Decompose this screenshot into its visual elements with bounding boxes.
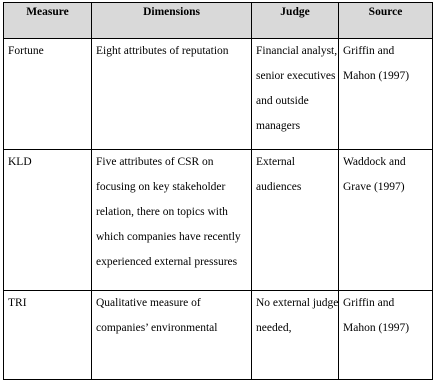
- cell-line: focusing on key stakeholder: [96, 181, 226, 193]
- cell-measure: [4, 291, 92, 380]
- header-judge: Judge: [252, 3, 339, 39]
- table-row: [4, 39, 433, 150]
- table-row: [4, 150, 433, 291]
- header-row: [4, 3, 433, 39]
- cell-dimensions: [92, 39, 252, 150]
- cell-line: Mahon (1997): [343, 322, 410, 334]
- cell-line: Five attributes of CSR on: [96, 156, 214, 168]
- cell-line: needed,: [256, 322, 292, 334]
- cell-line: relation, there on topics with: [96, 206, 228, 218]
- table-row: [4, 291, 433, 380]
- cell-line: and outside: [256, 95, 309, 107]
- cell-line: Griffin and: [343, 45, 395, 57]
- cell-line: Mahon (1997): [343, 70, 410, 82]
- measures-table: [3, 2, 433, 380]
- cell-source: [339, 39, 433, 150]
- cell-line: managers: [256, 120, 301, 132]
- cell-line: No external judge: [256, 297, 339, 309]
- cell-line: Grave (1997): [343, 181, 405, 193]
- cell-line: Eight attributes of reputation: [96, 45, 229, 57]
- cell-measure: [4, 150, 92, 291]
- cell-line: Fortune: [8, 45, 44, 57]
- cell-line: External: [256, 156, 295, 168]
- cell-line: Griffin and: [343, 297, 395, 309]
- cell-line: Qualitative measure of: [96, 297, 201, 309]
- cell-line: experienced external pressures: [96, 256, 238, 268]
- header-dimensions: Dimensions: [92, 3, 252, 39]
- cell-line: audiences: [256, 181, 302, 193]
- cell-line: Waddock and: [343, 156, 406, 168]
- cell-line: companies’ environmental: [96, 322, 218, 334]
- cell-source: [339, 150, 433, 291]
- cell-source: [339, 291, 433, 380]
- cell-line: KLD: [8, 156, 32, 168]
- cell-judge: [252, 291, 339, 380]
- cell-line: senior executives: [256, 70, 336, 82]
- header-source: Source: [339, 3, 433, 39]
- cell-judge: [252, 150, 339, 291]
- cell-measure: [4, 39, 92, 150]
- header-measure: Measure: [4, 3, 92, 39]
- cell-dimensions: [92, 150, 252, 291]
- cell-judge: [252, 39, 339, 150]
- cell-line: which companies have recently: [96, 231, 241, 243]
- cell-line: TRI: [8, 297, 27, 309]
- cell-dimensions: [92, 291, 252, 380]
- cell-line: Financial analyst,: [256, 45, 338, 57]
